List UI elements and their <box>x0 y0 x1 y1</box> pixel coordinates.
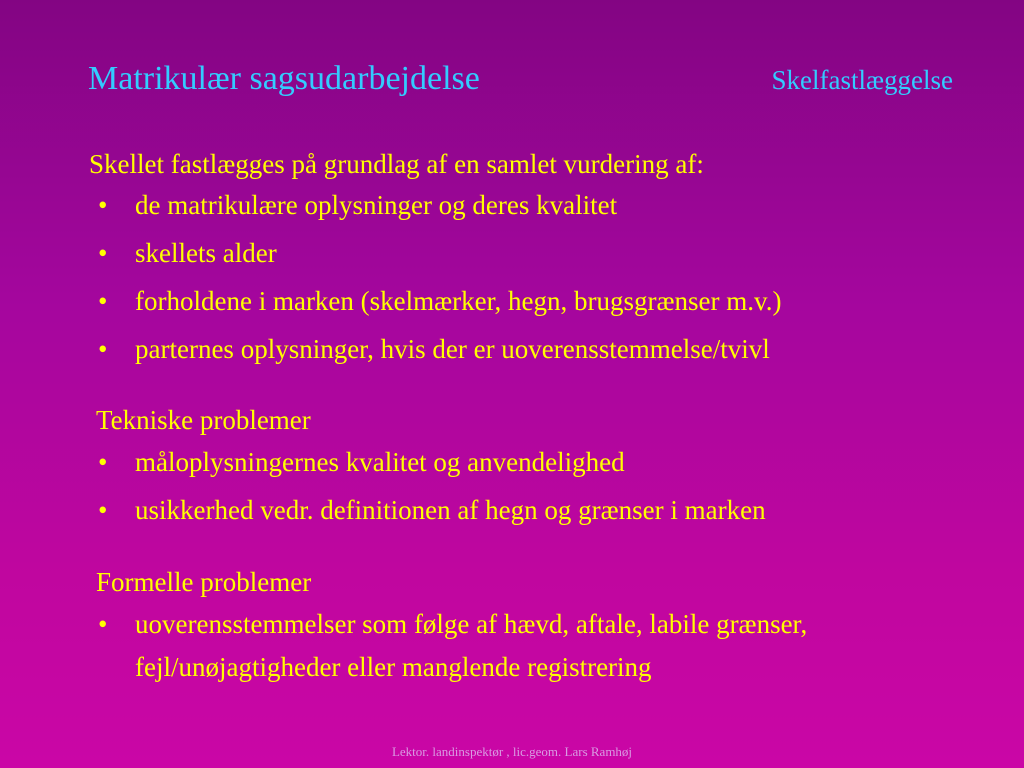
technical-problems-heading: Tekniske problemer <box>96 405 311 435</box>
list-item-text: måloplysningernes kvalitet og anvendelighed <box>135 447 625 477</box>
slide-footer: Lektor. landinspektør , lic.geom. Lars Ramhøj <box>391 744 633 759</box>
list-item-text: parternes oplysninger, hvis der er uoverensstemmelse/tvivl <box>135 334 770 364</box>
list-item-text: forholdene i marken (skelmærker, hegn, brugsgrænser m.v.) <box>135 286 782 316</box>
slide-subtitle: Skelfastlæggelse <box>771 65 953 95</box>
bullet-icon: • <box>98 190 108 220</box>
bullet-icon: • <box>98 334 108 364</box>
list-item-text: skellets alder <box>135 238 277 268</box>
slide-title: Matrikulær sagsudarbejdelse <box>88 60 480 97</box>
intro-bullet-list <box>96 188 976 366</box>
bullet-icon: • <box>98 447 108 477</box>
list-item <box>96 236 976 270</box>
formal-problems-list <box>96 607 896 689</box>
list-item <box>96 445 976 479</box>
intro-text: Skellet fastlægges på grundlag af en samlet vurdering af: <box>89 149 704 179</box>
list-item <box>96 332 976 366</box>
formal-problems-heading: Formelle problemer <box>96 567 312 597</box>
list-item <box>96 188 976 222</box>
list-item-text: usikkerhed vedr. definitionen af hegn og grænser i marken <box>135 495 766 525</box>
bullet-icon: • <box>98 238 108 268</box>
list-item-text: de matrikulære oplysninger og deres kvalitet <box>135 190 618 220</box>
list-item <box>96 284 976 318</box>
list-item <box>96 603 896 689</box>
technical-problems-list <box>96 445 976 527</box>
bullet-icon: • <box>98 609 108 639</box>
list-item-text: uoverensstemmelser som følge af hævd, aftale, labile grænser, fejl/unøjagtigheder eller manglende registrering <box>135 609 808 682</box>
bullet-icon: • <box>98 286 108 316</box>
bullet-icon: • <box>98 495 108 525</box>
list-item <box>96 493 976 527</box>
